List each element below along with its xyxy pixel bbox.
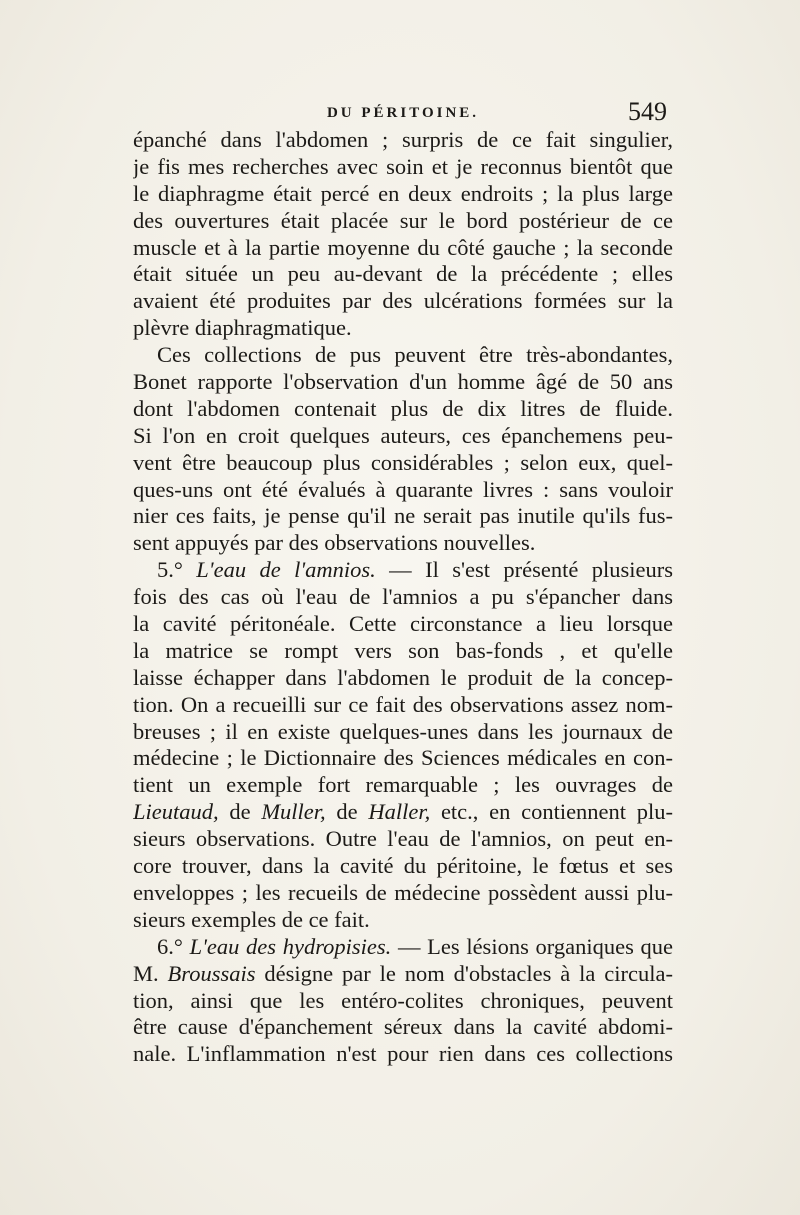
page-number: 549: [628, 97, 667, 126]
text-span: dont l'abdomen contenait plus de dix litres de fluide.: [133, 395, 673, 421]
text-line: [133, 961, 673, 988]
text-span: sieurs exemples de ce fait.: [133, 906, 370, 932]
text-span: — Il s'est présenté plusieurs: [375, 557, 673, 583]
text-line: [133, 235, 673, 262]
text-span: désigne par le nom d'obstacles à la circula-: [255, 960, 673, 986]
text-span: Ces collections de pus peuvent être très-abondantes,: [157, 342, 673, 368]
text-span: M.: [133, 960, 168, 986]
text-line: [133, 934, 673, 961]
text-span: 5.°: [157, 557, 197, 583]
text-line: [133, 530, 673, 557]
text-line: [133, 127, 673, 154]
text-line: [133, 261, 673, 288]
text-span: être cause d'épanchement séreux dans la cavité abdomi-: [133, 1014, 673, 1040]
text-span: sieurs observations. Outre l'eau de l'amnios, on peut en-: [133, 826, 673, 852]
text-span: était située un peu au-devant de la précédente ; elles: [133, 261, 673, 287]
text-span: plèvre diaphragmatique.: [133, 315, 352, 341]
italic-span: L'eau des hydropisies.: [189, 933, 392, 959]
text-line: [133, 907, 673, 934]
text-line: [133, 503, 673, 530]
text-line: [133, 1041, 673, 1068]
text-span: avaient été produites par des ulcérations formées sur la: [133, 288, 673, 314]
text-span: enveloppes ; les recueils de médecine possèdent aussi plu-: [133, 879, 673, 905]
text-line: [133, 638, 673, 665]
text-span: muscle et à la partie moyenne du côté gauche ; la seconde: [133, 234, 673, 260]
text-span: le diaphragme était percé en deux endroits ; la plus large: [133, 180, 673, 206]
text-span: épanché dans l'abdomen ; surpris de ce fait singulier,: [133, 127, 673, 152]
text-line: [133, 692, 673, 719]
text-line: [133, 584, 673, 611]
text-span: tient un exemple fort remarquable ; les ouvrages de: [133, 772, 673, 798]
text-span: etc., en contiennent plu-: [430, 799, 673, 825]
text-span: sent appuyés par des observations nouvelles.: [133, 530, 536, 556]
text-span: — Les lésions organiques que: [391, 933, 673, 959]
text-span: core trouver, dans la cavité du péritoine, le fœtus et ses: [133, 853, 673, 879]
italic-span: L'eau de l'amnios.: [196, 557, 376, 583]
text-line: [133, 611, 673, 638]
body-text: [133, 127, 673, 1068]
text-line: [133, 772, 673, 799]
text-line: [133, 369, 673, 396]
text-span: ques-uns ont été évalués à quarante livres : sans vouloir: [133, 476, 673, 502]
text-span: 6.°: [157, 933, 190, 959]
text-span: vent être beaucoup plus considérables ; selon eux, quel-: [133, 449, 673, 475]
text-span: la cavité péritonéale. Cette circonstance a lieu lorsque: [133, 611, 673, 637]
italic-span: Broussais: [167, 960, 256, 986]
running-head: [133, 95, 673, 129]
text-span: médecine ; le Dictionnaire des Sciences médicales en con-: [133, 745, 673, 771]
text-line: [133, 208, 673, 235]
text-line: [133, 799, 673, 826]
text-span: des ouvertures était placée sur le bord postérieur de ce: [133, 207, 673, 233]
text-span: tion. On a recueilli sur ce fait des observations assez nom-: [133, 691, 673, 717]
text-line: [133, 1014, 673, 1041]
text-line: [133, 988, 673, 1015]
text-span: nale. L'inflammation n'est pour rien dans ces collections: [133, 1041, 673, 1067]
text-line: [133, 450, 673, 477]
text-span: tion, ainsi que les entéro-colites chroniques, peuvent: [133, 987, 673, 1013]
text-line: [133, 557, 673, 584]
text-line: [133, 154, 673, 181]
text-line: [133, 826, 673, 853]
text-span: Si l'on en croit quelques auteurs, ces épanchemens peu-: [133, 422, 673, 448]
text-line: [133, 315, 673, 342]
text-line: [133, 665, 673, 692]
text-line: [133, 396, 673, 423]
text-line: [133, 745, 673, 772]
text-span: de: [325, 799, 369, 825]
text-line: [133, 853, 673, 880]
text-line: [133, 719, 673, 746]
text-span: laisse échapper dans l'abdomen le produit de la concep-: [133, 664, 673, 690]
text-line: [133, 880, 673, 907]
text-line: [133, 288, 673, 315]
italic-span: Lieutaud,: [133, 799, 219, 825]
text-span: breuses ; il en existe quelques-unes dans les journaux de: [133, 718, 673, 744]
text-line: [133, 181, 673, 208]
text-span: la matrice se rompt vers son bas-fonds , et qu'elle: [133, 637, 673, 663]
italic-span: Haller,: [368, 799, 431, 825]
text-span: je fis mes recherches avec soin et je reconnus bientôt que: [133, 153, 673, 179]
text-line: [133, 423, 673, 450]
italic-span: Muller,: [261, 799, 326, 825]
text-span: Bonet rapporte l'observation d'un homme âgé de 50 ans: [133, 369, 673, 395]
text-line: [133, 342, 673, 369]
running-title: DU PÉRITOINE.: [326, 105, 480, 121]
text-line: [133, 477, 673, 504]
text-span: fois des cas où l'eau de l'amnios a pu s'épancher dans: [133, 584, 673, 610]
text-span: nier ces faits, je pense qu'il ne serait pas inutile qu'ils fus-: [133, 503, 673, 529]
text-span: de: [218, 799, 262, 825]
